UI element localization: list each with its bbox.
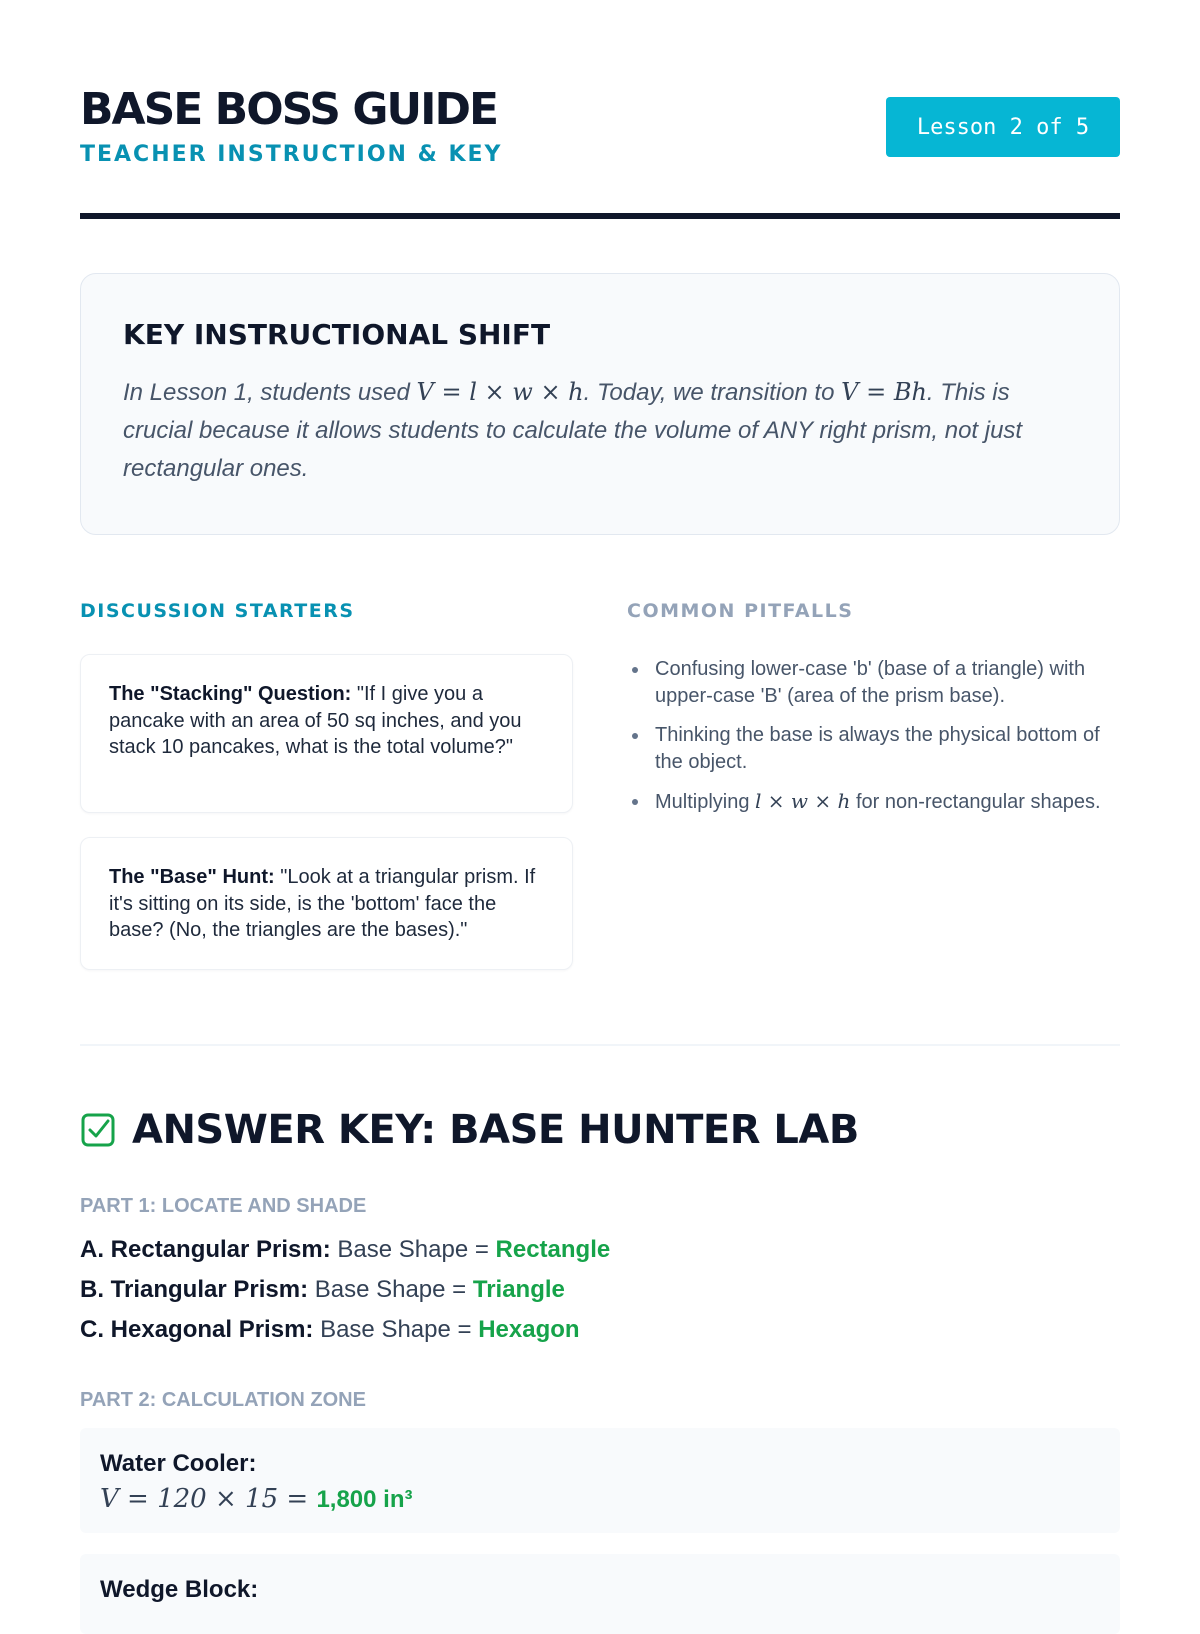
pitfall-text: for non-rectangular shapes. [850, 791, 1101, 813]
shift-text [123, 373, 1079, 488]
page-subtitle: TEACHER INSTRUCTION & KEY [80, 142, 503, 167]
answer-row [80, 1276, 565, 1304]
card-text: "If I give you a pancake with an area of 50 sq inches, and you stack 10 pancakes, what is the total volume?" [109, 683, 522, 758]
pitfall-text: Multiplying [655, 791, 756, 813]
part2-heading: PART 2: CALCULATION ZONE [80, 1389, 366, 1411]
calc-name: Water Cooler: [100, 1450, 257, 1477]
checkbox-check-icon [80, 1112, 116, 1148]
answer-value: Triangle [472, 1276, 565, 1303]
page-title: BASE BOSS GUIDE [80, 84, 498, 135]
calc-equation [100, 1484, 1100, 1514]
formula-lwh: l × w × h [755, 789, 851, 813]
shift-text-part: . This is crucial because it allows students to calculate the volume of ANY right prism, not just rectangular ones. [123, 379, 1023, 482]
discussion-heading: DISCUSSION STARTERS [80, 600, 355, 622]
discussion-card [80, 837, 573, 970]
answer-mid: Base Shape = [337, 1236, 489, 1263]
instructional-shift-panel [80, 273, 1120, 535]
answer-mid: Base Shape = [320, 1316, 472, 1343]
list-item: Thinking the base is always the physical bottom of the object. [627, 722, 1120, 775]
formula-bh: V = Bh [841, 378, 927, 406]
calc-formula: V = 120 × 15 = [100, 1484, 309, 1514]
calc-result: 1,800 in³ [316, 1486, 413, 1513]
list-item: Confusing lower-case 'b' (base of a triangle) with upper-case 'B' (area of the prism base). [627, 656, 1120, 709]
list-item [627, 788, 1120, 816]
calc-block [80, 1554, 1120, 1634]
lesson-badge: Lesson 2 of 5 [886, 97, 1120, 157]
answer-value: Rectangle [495, 1236, 611, 1263]
discussion-starters [80, 600, 573, 970]
answer-label: B. Triangular Prism: [80, 1276, 309, 1303]
shift-text-part: . Today, we transition to [583, 379, 842, 406]
answer-value: Hexagon [478, 1316, 580, 1343]
formula-lwh: V = l × w × h [416, 378, 584, 406]
pitfalls-list [627, 656, 1120, 816]
answer-label: C. Hexagonal Prism: [80, 1316, 314, 1343]
part1-heading: PART 1: LOCATE AND SHADE [80, 1195, 367, 1217]
answer-mid: Base Shape = [314, 1276, 467, 1303]
discussion-card [80, 654, 573, 813]
pitfalls-heading: COMMON PITFALLS [627, 600, 854, 622]
answer-row [80, 1316, 580, 1344]
calc-block [80, 1428, 1120, 1533]
common-pitfalls [627, 600, 1120, 829]
card-title: The "Base" Hunt: [109, 866, 275, 888]
calc-name: Wedge Block: [100, 1576, 259, 1603]
section-divider [80, 1044, 1120, 1046]
header-rule [80, 213, 1120, 219]
header [80, 82, 1120, 222]
card-title: The "Stacking" Question: [109, 683, 352, 705]
answer-label: A. Rectangular Prism: [80, 1236, 331, 1263]
answer-row [80, 1236, 610, 1264]
answer-key-title [80, 1100, 859, 1160]
shift-heading: KEY INSTRUCTIONAL SHIFT [123, 318, 551, 351]
card-text: "Look at a triangular prism. If it's sitting on its side, is the 'bottom' face the base? (No, the triangles are the bases)." [109, 866, 536, 941]
answer-key-heading: ANSWER KEY: BASE HUNTER LAB [132, 1107, 859, 1153]
shift-text-part: In Lesson 1, students used [123, 379, 417, 406]
